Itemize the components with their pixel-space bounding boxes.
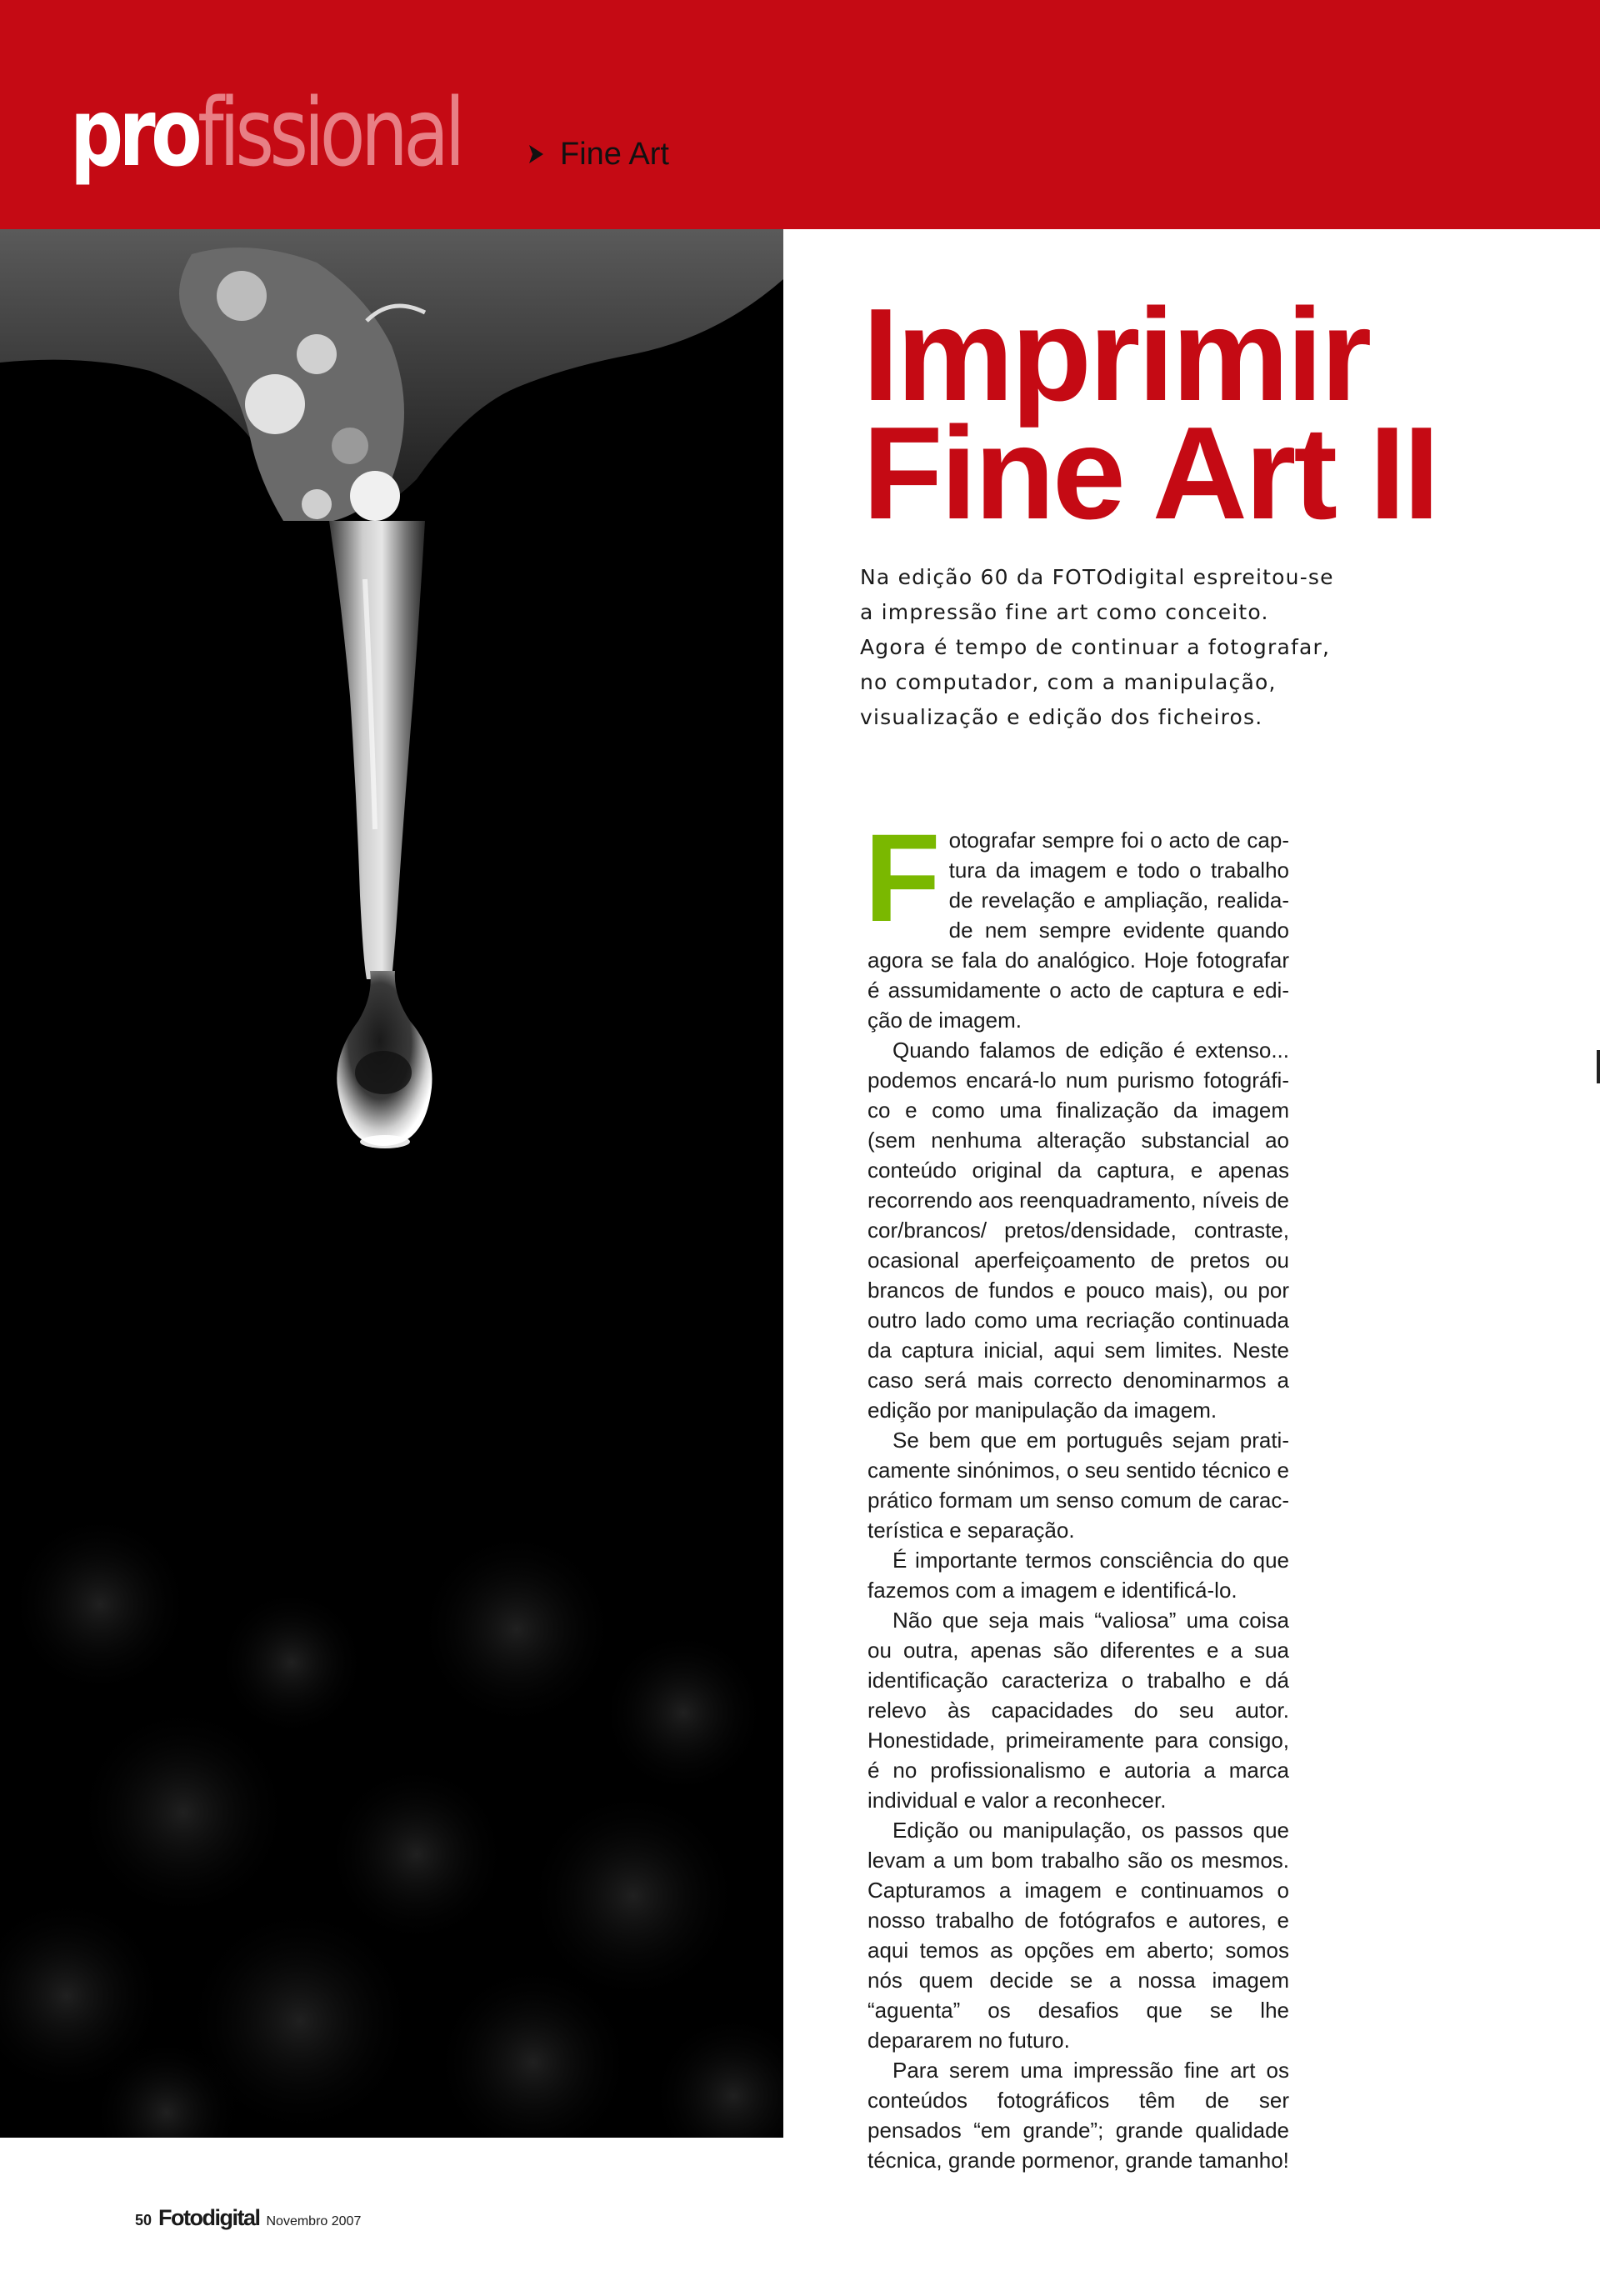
drop-cap: F xyxy=(864,808,941,948)
section-title-bold: pro xyxy=(70,79,198,188)
body-paragraph: Se bem que em português sejam praticamente sinónimos, o seu sentido técnico e prático formam um senso comum de característica e separação. xyxy=(868,1428,1289,1543)
lede-line: visualização e edição dos ficheiros. xyxy=(860,705,1263,729)
body-paragraph: Edição ou manipulação, os passos que levam a um bom trabalho são os mesmos. Capturamos a imagem e continuamos o nosso trabalho de fotógrafos e autores, e aqui temos as opções em aberto; somos nós quem decide se a nossa imagem “aguenta” os desafios que se lhe depararem no futuro. xyxy=(868,1818,1289,2053)
section-title-light: fissional xyxy=(198,79,461,188)
subsection-label: Fine Art xyxy=(560,136,669,172)
icicle-drop-illustration xyxy=(0,229,783,2138)
body-paragraph: Não que seja mais “valiosa” uma coisa ou outra, apenas são diferentes e a sua identificação caracteriza o trabalho e dá relevo às capacidades do seu autor. Honestidade, primeiramente para consigo, é no profissionalismo e autoria a marca individual e valor a reconhecer. xyxy=(868,1608,1289,1813)
lede-line: Agora é tempo de continuar a fotografar, xyxy=(860,635,1331,659)
lede-line: a impressão fine art como conceito. xyxy=(860,600,1269,624)
lede-line: no computador, com a manipulação, xyxy=(860,670,1277,694)
paragraph-text: otografar sempre foi o acto de captura da imagem e todo o trabalho de revelação e ampliação, realidade nem sempre evidente quando agora se fala do analógico. Hoje fotografar é assumidamente o acto de captura e edição de imagem. xyxy=(868,828,1289,1033)
body-paragraph: É importante termos consciência do que fazemos com a imagem e identificá-lo. xyxy=(868,1548,1289,1603)
lede-line: Na edição 60 da FOTOdigital espreitou-se xyxy=(860,565,1334,589)
body-paragraph: Quando falamos de edição é extenso... podemos encará-lo num purismo fotográfico e como uma finalização da imagem (sem nenhuma alteração substancial ao conteúdo original da captura, e apenas recorrendo aos reenquadramento, níveis de cor/brancos/ pretos/densidade, contraste, ocasional aperfeiçoamento de pretos ou brancos de fundos e pouco mais), ou por outro lado como uma recriação continuada da captura inicial, aqui sem limites. Neste caso será mais correcto denominarmos a edição por manipulação da imagem. xyxy=(868,1038,1289,1423)
magazine-brand: Fotodigital xyxy=(158,2205,260,2230)
page-edge-mark xyxy=(1597,1050,1600,1083)
body-paragraph xyxy=(864,808,1289,1035)
page-footer xyxy=(135,2205,361,2235)
article-body xyxy=(864,808,1289,2175)
header-band xyxy=(0,0,1600,229)
issue-date: Novembro 2007 xyxy=(266,2214,362,2228)
chevron-right-icon xyxy=(525,143,548,166)
title-line: Imprimir xyxy=(862,282,1370,428)
article-photo xyxy=(0,229,783,2138)
body-paragraph: Para serem uma impressão fine art os conteúdos fotográficos têm de ser pensados “em grande”; grande qualidade técnica, grande pormenor, grande tamanho! xyxy=(868,2058,1289,2173)
article-lede xyxy=(860,560,1393,735)
breadcrumb xyxy=(525,129,669,179)
article-title xyxy=(862,282,1546,547)
section-title xyxy=(70,79,461,188)
title-line: Fine Art II xyxy=(862,400,1438,547)
page-number: 50 xyxy=(135,2212,152,2228)
